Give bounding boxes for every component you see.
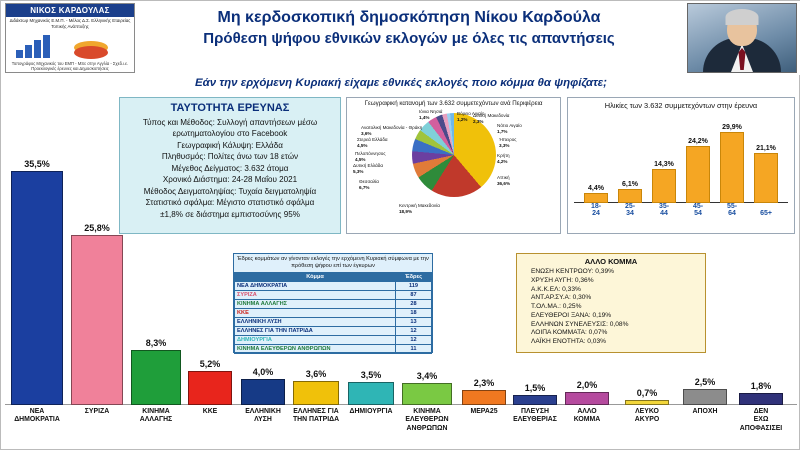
title-line-1: Μη κερδοσκοπική δημοσκόπηση Νίκου Καρδούλα [217,9,601,26]
logo-subtitle: Διδάκτωρ Μηχανικός Ε.Μ.Π. - Μέλος Δ.Σ. Ελληνικής Εταιρείας Τοπικής Ανάπτυξης [9,18,131,29]
bar-category-label: ΕΛΛΗΝΙΚΗ ΛΥΣΗ [245,408,281,424]
question-subtitle: Εάν την ερχόμενη Κυριακή είχαμε εθνικές εκλογές ποιο κόμμα θα ψηφίζατε; [194,77,608,89]
table-cell-seats: 28 [396,299,432,308]
other-parties-title: ΑΛΛΟ ΚΟΜΜΑ [584,257,638,266]
age-bar-rect [754,153,778,203]
bar-value-label: 35,5% [24,159,50,170]
bar-rect [241,379,285,405]
bar-category-label: ΑΠΟΧΗ [692,408,718,415]
bar-13 [683,376,727,415]
table-cell-party: ΚΙΝΗΜΑ ΕΛΕΥΘΕΡΩΝ ΑΝΘΡΩΠΩΝ [235,344,396,353]
bar-rect [348,382,394,405]
bar-value-label: 2,5% [694,376,716,387]
bar-category-label: ΑΛΛΟ ΚΟΜΜΑ [573,408,601,424]
identity-line: Χρονικό Διάστημα: 24-28 Μαΐου 2021 [162,175,298,185]
bar-value-label: 4,0% [252,366,274,377]
age-bar-45-54 [686,137,710,217]
table-cell-party: ΚΚΕ [235,308,396,317]
identity-line: ερωτηματολογίου στο Facebook [172,129,288,139]
age-bar-65+ [754,144,778,217]
other-party-line: ΛΑΪΚΗ ΕΝΟΤΗΤΑ: 0,03% [531,338,607,346]
table-cell-seats: 18 [396,308,432,317]
bar-8 [402,370,452,432]
table-cell-seats: 11 [396,344,432,353]
age-value-label: 29,9% [722,124,742,131]
pie-slice-label: Κεντρική Μακεδονία 18,9% [399,203,440,214]
bar-12 [625,388,669,424]
age-bar-rect [584,193,608,203]
bar-rect [625,400,669,405]
other-party-line: ΛΟΙΠΑ ΚΟΜΜΑΤΑ: 0,07% [531,329,608,337]
bar-value-label: 8,3% [145,338,167,349]
avatar [687,3,797,73]
table-cell-seats: 87 [396,290,432,299]
bar-category-label: ΕΛΛΗΝΕΣ ΓΙΑ ΤΗΝ ΠΑΤΡΙΔΑ [292,408,340,424]
table-row [235,290,432,299]
bar-value-label: 5,2% [199,358,221,369]
other-party-line: ΑΝΤ.ΑΡ.ΣΥ.Α: 0,30% [531,294,592,302]
bar-rect [131,350,181,405]
bar-5 [241,366,285,424]
bar-value-label: 2,0% [576,379,598,390]
pie-slice-label: Ήπειρος 3,3% [499,137,517,148]
age-bar-rect [652,169,676,203]
pie-slice-label: Ιόνια Νησιά 1,4% [419,109,443,120]
bar-rect [462,390,506,405]
page-title [139,7,679,49]
seats-table [234,272,432,354]
other-parties-panel [516,253,706,353]
bar-value-label: 1,5% [524,383,546,394]
bar-1 [11,159,63,424]
pie-slice-label: Πελοπόννησος 4,5% [355,151,386,162]
age-bar-rect [686,146,710,203]
bar-2 [71,223,123,415]
pie-slice-label: Νότιο Αιγαίο 1,7% [497,123,522,134]
identity-line: Γεωγραφική Κάλυψη: Ελλάδα [177,140,283,150]
bar-value-label: 0,7% [636,388,658,399]
bar-9 [462,377,506,415]
logo-title: ΝΙΚΟΣ ΚΑΡΔΟΥΛΑΣ [6,4,134,17]
other-party-line: ΕΛΛΗΝΩΝ ΣΥΝΕΛΕΥΣΙΣ: 0,08% [531,320,629,328]
pie-slice-label: Δυτική Ελλάδα 5,3% [353,163,384,174]
bar-rect [71,235,123,405]
region-pie-panel [346,97,561,234]
identity-line: Μέγεθος Δείγματος: 3.632 άτομα [171,163,289,173]
ages-panel [567,97,795,234]
pie-area [347,107,560,219]
pie-slice-label: Στερεά Ελλάδα 4,5% [357,137,388,148]
age-value-label: 6,1% [622,180,638,188]
age-bar-25-34 [618,180,642,217]
bar-category-label: ΚΙΝΗΜΑ ΕΛΕΥΘΕΡΩΝ ΑΝΘΡΩΠΩΝ [405,408,449,432]
survey-identity-panel [119,97,341,234]
bar-category-label: ΝΕΑ ΔΗΜΟΚΡΑΤΙΑ [14,408,60,424]
bar-category-label: ΛΕΥΚΟ ΑΚΥΡΟ [634,408,660,424]
bar-value-label: 1,8% [750,381,772,392]
age-bar-55-64 [720,124,744,217]
bar-value-label: 3,5% [360,369,382,380]
table-row [235,299,432,308]
bar-value-label: 25,8% [84,223,110,234]
age-category-label: 18-24 [590,203,602,217]
other-party-line: Α.Κ.Κ.ΕΛ: 0,33% [531,285,581,293]
bar-category-label: ΜΕΡΑ25 [470,408,498,415]
age-bar-rect [618,189,642,203]
identity-line: Πληθυσμός: Πολίτες άνω των 18 ετών [161,152,299,162]
age-bar-18-24 [584,184,608,217]
pie-title: Γεωγραφική κατανομή των 3.632 συμμετεχόντων ανά Περιφέρεια [364,100,543,107]
pie-slice-label: Αττική 36,6% [497,175,511,186]
bar-value-label: 3,6% [305,369,327,380]
bar-category-label: ΔΕΝ ΕΧΩ ΑΠΟΦΑΣΙΣΕΙ [739,408,783,432]
other-party-line: Τ.ΟΛ.ΜΑ.: 0,25% [531,303,582,311]
table-cell-seats: 13 [396,317,432,326]
bar-11 [565,379,609,424]
table-row [235,344,432,353]
bar-rect [513,395,557,405]
identity-line: Στατιστικό σφάλμα: Μέγιστο στατιστικό σφάλμα [145,198,315,208]
bar-4 [188,358,232,415]
age-value-label: 24,2% [688,137,708,145]
other-party-line: ΕΛΕΥΘΕΡΟΙ ΞΑΝΑ: 0,19% [531,311,612,319]
chart-baseline [5,404,797,405]
seats-table-caption: Έδρες κομμάτων αν γίνονταν εκλογές την ερχόμενη Κυριακή σύμφωνα με την πρόθεση ψήφου επί των έγκυρων [237,256,429,269]
bar-value-label: 2,3% [473,377,495,388]
age-value-label: 14,3% [654,161,674,169]
bar-category-label: ΚΙΝΗΜΑ ΑΛΛΑΓΗΣ [139,408,173,424]
other-party-line: ΕΝΩΣΗ ΚΕΝΤΡΩΟΥ: 0,39% [531,268,614,275]
seats-table-panel [233,253,433,353]
bar-10 [513,383,557,424]
logo [5,3,135,73]
table-cell-party: ΕΛΛΗΝΙΚΗ ΛΥΣΗ [235,317,396,326]
table-cell-party: ΕΛΛΗΝΕΣ ΓΙΑ ΤΗΝ ΠΑΤΡΙΔΑ [235,326,396,335]
table-cell-party: ΚΙΝΗΜΑ ΑΛΛΑΓΗΣ [235,299,396,308]
table-row [235,326,432,335]
table-cell-party: ΝΕΑ ΔΗΜΟΚΡΑΤΙΑ [235,281,396,290]
pie-slice-label: Κρήτη 4,2% [497,153,510,164]
table-row [235,308,432,317]
bar-rect [565,392,609,405]
age-category-label: 65+ [760,210,772,217]
identity-title: ΤΑΥΤΟΤΗΤΑ ΕΡΕΥΝΑΣ [170,102,290,114]
bar-rect [11,171,63,405]
table-cell-seats: 12 [396,326,432,335]
age-value-label: 21,1% [756,144,776,152]
bar-rect [402,383,452,405]
table-cell-seats: 12 [396,335,432,344]
logo-footer: Τοπογράφος Μηχανικός του ΕΜΠ - MSc στην Αγγλία - Σχεδ.ι.ε. Προεκλογικές έρευνες και Δημοσκοπήσεις [11,60,129,71]
table-cell-party: ΔΗΜΙΟΥΡΓΙΑ [235,335,396,344]
header [1,1,800,75]
bar-rect [683,389,727,405]
ages-title: Ηλικίες των 3.632 συμμετεχόντων στην έρευνα [604,101,758,110]
table-row [235,317,432,326]
table-row [235,335,432,344]
ages-bar-chart [574,111,788,219]
bar-14 [739,381,783,432]
bar-3 [131,338,181,424]
bar-6 [292,369,340,424]
age-category-label: 55-64 [726,203,738,217]
table-header-row [235,272,432,281]
age-value-label: 4,4% [588,184,604,192]
age-category-label: 25-34 [624,203,636,217]
age-category-label: 35-44 [658,203,670,217]
table-cell-seats: 119 [396,281,432,290]
bar-value-label: 3,4% [416,370,438,381]
bar-category-label: ΣΥΡΙΖΑ [84,408,110,415]
identity-line: ±1,8% σε διάστημα εμπιστοσύνης 95% [160,209,300,219]
bar-rect [188,371,232,405]
pie-slice-label: Θεσσαλία 6,7% [359,179,379,190]
identity-line: Μέθοδος Δειγματοληψίας: Τυχαία δειγματοληψία [143,186,317,196]
identity-line: Τύπος και Μέθοδος: Συλλογή απαντήσεων μέσω [142,118,318,127]
table-row [235,281,432,290]
col-party: Κόμμα [235,272,396,281]
logo-graphic-icon [10,30,130,60]
age-category-label: 45-54 [692,203,704,217]
bar-7 [348,369,394,415]
col-seats: Έδρες [396,272,432,281]
bar-category-label: ΔΗΜΙΟΥΡΓΙΑ [349,408,393,415]
bar-rect [293,381,339,405]
pie-slice-label: Δυτική Μακεδονία 2,3% [473,113,510,124]
pie-slice-label: Βόρειο Αιγαίο 1,2% [457,111,485,122]
title-line-2: Πρόθεση ψήφου εθνικών εκλογών με όλες τις απαντήσεις [203,29,615,47]
bar-rect [739,393,783,405]
bar-category-label: ΚΚΕ [202,408,218,415]
other-party-line: ΧΡΥΣΗ ΑΥΓΗ: 0,36% [531,276,594,284]
bar-category-label: ΠΛΕΥΣΗ ΕΛΕΥΘΕΡΙΑΣ [513,408,557,424]
table-cell-party: ΣΥΡΙΖΑ [235,290,396,299]
pie-slice-label: Ανατολική Μακεδονία - Θράκη 3,6% [361,125,423,136]
age-bar-rect [720,132,744,203]
pie-chart [412,113,496,197]
age-bar-35-44 [652,161,676,217]
